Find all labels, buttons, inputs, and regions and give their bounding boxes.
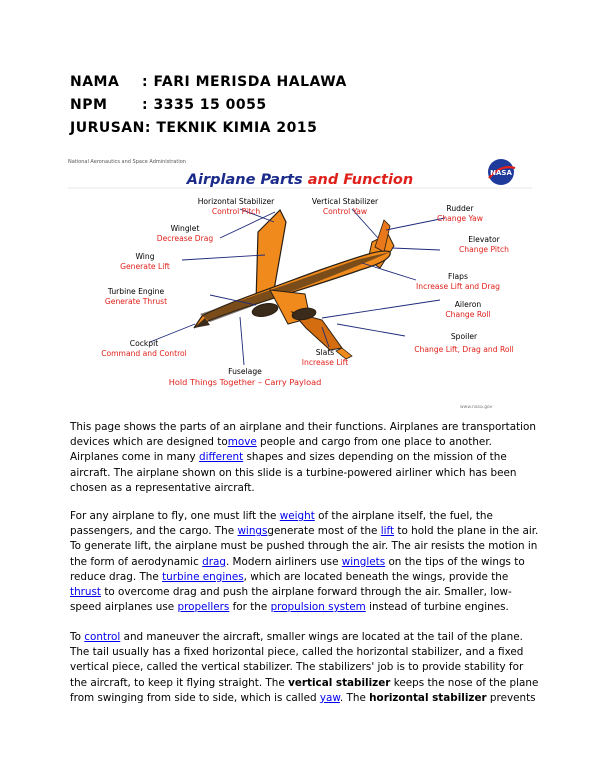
nasa-logo	[488, 159, 515, 185]
label-wing: Wing	[135, 252, 155, 261]
agency-name: National Aeronautics and Space Administration	[68, 159, 186, 165]
figure-title: Airplane Parts and Function	[186, 172, 414, 188]
link-thrust[interactable]: thrust	[70, 586, 102, 599]
bold-vertical-stabilizer: vertical stabilizer	[288, 676, 391, 689]
label-cockpit: Cockpit	[129, 339, 159, 348]
airplane-parts-figure	[60, 152, 540, 414]
link-control[interactable]: control	[84, 631, 121, 643]
label-aileron: Aileron	[454, 300, 482, 309]
func-fuselage: Hold Things Together – Carry Payload	[168, 377, 322, 387]
func-horizontal-stabilizer: Control Pitch	[211, 207, 261, 216]
label-flaps: Flaps	[448, 272, 468, 281]
link-propulsion-system[interactable]: propulsion system	[270, 601, 366, 614]
paragraph-1: This page shows the parts of an airplane and their functions. Airplanes are transportation devices which are designed tomove people and cargo from one place to another. Airplanes come in many different shapes and sizes depending on the mission of the aircraft. The airplane shown on this slide is a turbine-powered airliner which has been chosen as a representative aircraft.	[70, 421, 537, 494]
func-aileron: Change Roll	[445, 310, 491, 319]
func-flaps: Increase Lift and Drag	[416, 282, 500, 291]
npm-line	[70, 97, 267, 113]
link-move[interactable]: move	[227, 436, 257, 449]
jurusan-label: JURUSAN:	[70, 120, 151, 136]
label-rudder: Rudder	[446, 204, 474, 213]
npm-label: NPM	[70, 97, 108, 113]
func-elevator: Change Pitch	[459, 245, 509, 254]
jurusan-value: TEKNIK KIMIA 2015	[156, 120, 318, 136]
jurusan-line	[70, 120, 317, 136]
link-wings[interactable]: wings	[237, 525, 268, 538]
part-labels	[101, 197, 514, 387]
link-turbine-engines[interactable]: turbine engines	[162, 570, 244, 583]
paragraph-3: To control and maneuver the aircraft, smaller wings are located at the tail of the plane. The tail usually has a fixed horizontal piece, called the horizontal stabilizer, and a fixed vertical piece, called the vertical stabilizer. The stabilizers' job is to provide stability for the aircraft, to keep it flying straight. The vertical stabilizer keeps the nose of the plane from swinging from side to side, which is called yaw. The horizontal stabilizer prevents	[70, 631, 539, 704]
label-horizontal-stabilizer: Horizontal Stabilizer	[197, 197, 275, 206]
figure-footer-note: www.nasa.gov	[460, 405, 493, 410]
link-lift[interactable]: lift	[380, 525, 395, 538]
link-yaw[interactable]: yaw	[319, 691, 340, 704]
func-cockpit: Command and Control	[101, 349, 187, 358]
nama-value: : FARI MERISDA HALAWA	[142, 74, 347, 90]
link-different[interactable]: different	[199, 451, 244, 464]
link-propellers[interactable]: propellers	[177, 601, 230, 614]
bold-horizontal-stabilizer: horizontal stabilizer	[369, 691, 487, 704]
link-winglets[interactable]: winglets	[341, 555, 386, 568]
func-winglet: Decrease Drag	[156, 234, 214, 243]
link-weight[interactable]: weight	[279, 510, 315, 522]
label-fuselage: Fuselage	[228, 367, 262, 376]
npm-value: : 3335 15 0055	[142, 97, 267, 113]
label-spoiler: Spoiler	[450, 332, 478, 341]
func-wing: Generate Lift	[120, 262, 170, 271]
nasa-logo-text: NASA	[490, 169, 512, 177]
func-vertical-stabilizer: Control Yaw	[322, 207, 368, 216]
func-spoiler: Change Lift, Drag and Roll	[414, 345, 514, 354]
airplane-drawing	[194, 210, 394, 359]
label-turbine-engine: Turbine Engine	[107, 287, 165, 296]
nama-label: NAMA	[70, 74, 120, 90]
func-rudder: Change Yaw	[437, 214, 483, 223]
label-slats: Slats	[315, 348, 335, 357]
func-slats: Increase Lift	[301, 358, 349, 367]
func-turbine-engine: Generate Thrust	[104, 297, 168, 306]
nama-line	[70, 74, 347, 90]
link-drag[interactable]: drag	[202, 555, 226, 568]
label-elevator: Elevator	[468, 235, 500, 244]
paragraph-2: For any airplane to fly, one must lift the weight of the airplane itself, the fuel, the passengers, and the cargo. The wingsgenerate most of the lift to hold the plane in the air. To generate lift, the airplane must be pushed through the air. The air resists the motion in the form of aerodynamic drag. Modern airliners use winglets on the tips of the wings to reduce drag. The turbine engines, which are located beneath the wings, provide the thrust to overcome drag and push the airplane forward through the air. Smaller, low-speed airplanes use propellers for the propulsion system instead of turbine engines.	[70, 510, 539, 614]
label-vertical-stabilizer: Vertical Stabilizer	[311, 197, 379, 206]
label-winglet: Winglet	[170, 224, 200, 233]
